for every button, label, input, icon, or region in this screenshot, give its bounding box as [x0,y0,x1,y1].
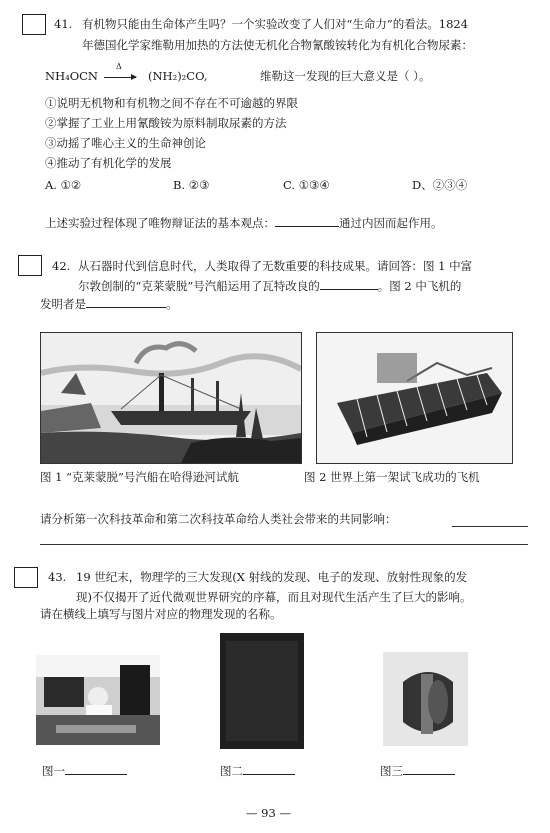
reaction-arrow [104,77,136,78]
q42-inventor-blank[interactable] [86,307,166,308]
q42-line2-before: 尔敦创制的“克莱蒙脱”号汽船运用了瓦特改良的 [78,279,320,293]
q41-option-d[interactable]: D、②③④ [412,178,468,192]
q42-engine-blank[interactable] [320,289,378,290]
q41-statement-1: ①说明无机物和有机物之间不存在不可逾越的界限 [45,96,298,110]
score-box-43[interactable] [14,567,38,588]
fig3-answer-blank[interactable] [403,774,455,775]
q42-line1: 从石器时代到信息时代，人类取得了无数重要的科技成果。请回答：图 1 中富 [78,259,473,273]
radioactivity-image [383,652,468,746]
score-box-42[interactable] [18,255,42,276]
q43-number: 43. [48,570,67,584]
q41-option-c[interactable]: C. ①③④ [283,178,330,192]
q43-line2: 现)不仅揭开了近代微观世界研究的序幕，而且对现代生活产生了巨大的影响。 [76,590,472,604]
fig2-label: 图二 [220,764,243,778]
q42-line3 [40,297,178,312]
q42-line3-before: 发明者是 [40,297,86,311]
fig3-label-line [380,764,455,779]
q42-analysis-blank[interactable] [452,526,528,527]
figure2-caption: 图 2 世界上第一架试飞成功的飞机 [304,470,480,484]
q41-option-b[interactable]: B. ②③ [173,178,210,192]
q41-number: 41. [54,17,73,31]
figure1-caption: 图 1 “克莱蒙脱”号汽船在哈得逊河试航 [40,470,239,484]
airplane-image [316,332,513,464]
xray-machine-image [36,655,160,745]
q42-line2 [78,279,461,294]
q42-analysis-line[interactable] [40,544,528,545]
q42-analysis-prompt: 请分析第一次科技革命和第二次科技革命给人类社会带来的共同影响： [40,512,397,526]
q42-line2-after: 。图 2 中飞机的 [377,279,462,293]
score-box-41[interactable] [22,14,46,35]
fig2-answer-blank[interactable] [243,774,295,775]
delta-symbol: Δ [116,62,122,71]
q43-line3: 请在横线上填写与图片对应的物理发现的名称。 [40,607,282,621]
q41-answer-blank[interactable] [275,226,339,227]
page-number: — 93 — [246,806,291,820]
q41-reactant: NH₄OCN [45,69,98,83]
q41-line2: 年德国化学家维勒用加热的方法使无机化合物氰酸铵转化为有机化合物尿素： [82,38,473,52]
fig2-label-line [220,764,295,779]
q41-option-a[interactable]: A. ①② [45,178,82,192]
q41-line1: 有机物只能由生命体产生吗？一个实验改变了人们对“生命力”的看法。1824 [82,17,469,31]
fig1-label-line [42,764,127,779]
electron-image [220,633,304,749]
q41-significance: 维勒这一发现的巨大意义是（ ）。 [260,69,431,83]
q41-product: (NH₂)₂CO, [148,69,208,83]
q42-line3-after: 。 [166,297,178,311]
fig3-label: 图三 [380,764,403,778]
q41-statement-4: ④推动了有机化学的发展 [45,156,172,170]
q41-statement-3: ③动摇了唯心主义的生命神创论 [45,136,206,150]
q41-fill-sentence [45,216,443,231]
q41-statement-2: ②掌握了工业上用氰酸铵为原料制取尿素的方法 [45,116,287,130]
steamboat-image [40,332,302,464]
q42-number: 42. [52,259,71,273]
fig1-answer-blank[interactable] [65,774,127,775]
q43-line1: 19 世纪末，物理学的三大发现(X 射线的发现、电子的发现、放射性现象的发 [76,570,468,584]
q41-fill-after: 通过内因而起作用。 [339,216,443,230]
q41-fill-before: 上述实验过程体现了唯物辩证法的基本观点： [45,216,275,230]
fig1-label: 图一 [42,764,65,778]
